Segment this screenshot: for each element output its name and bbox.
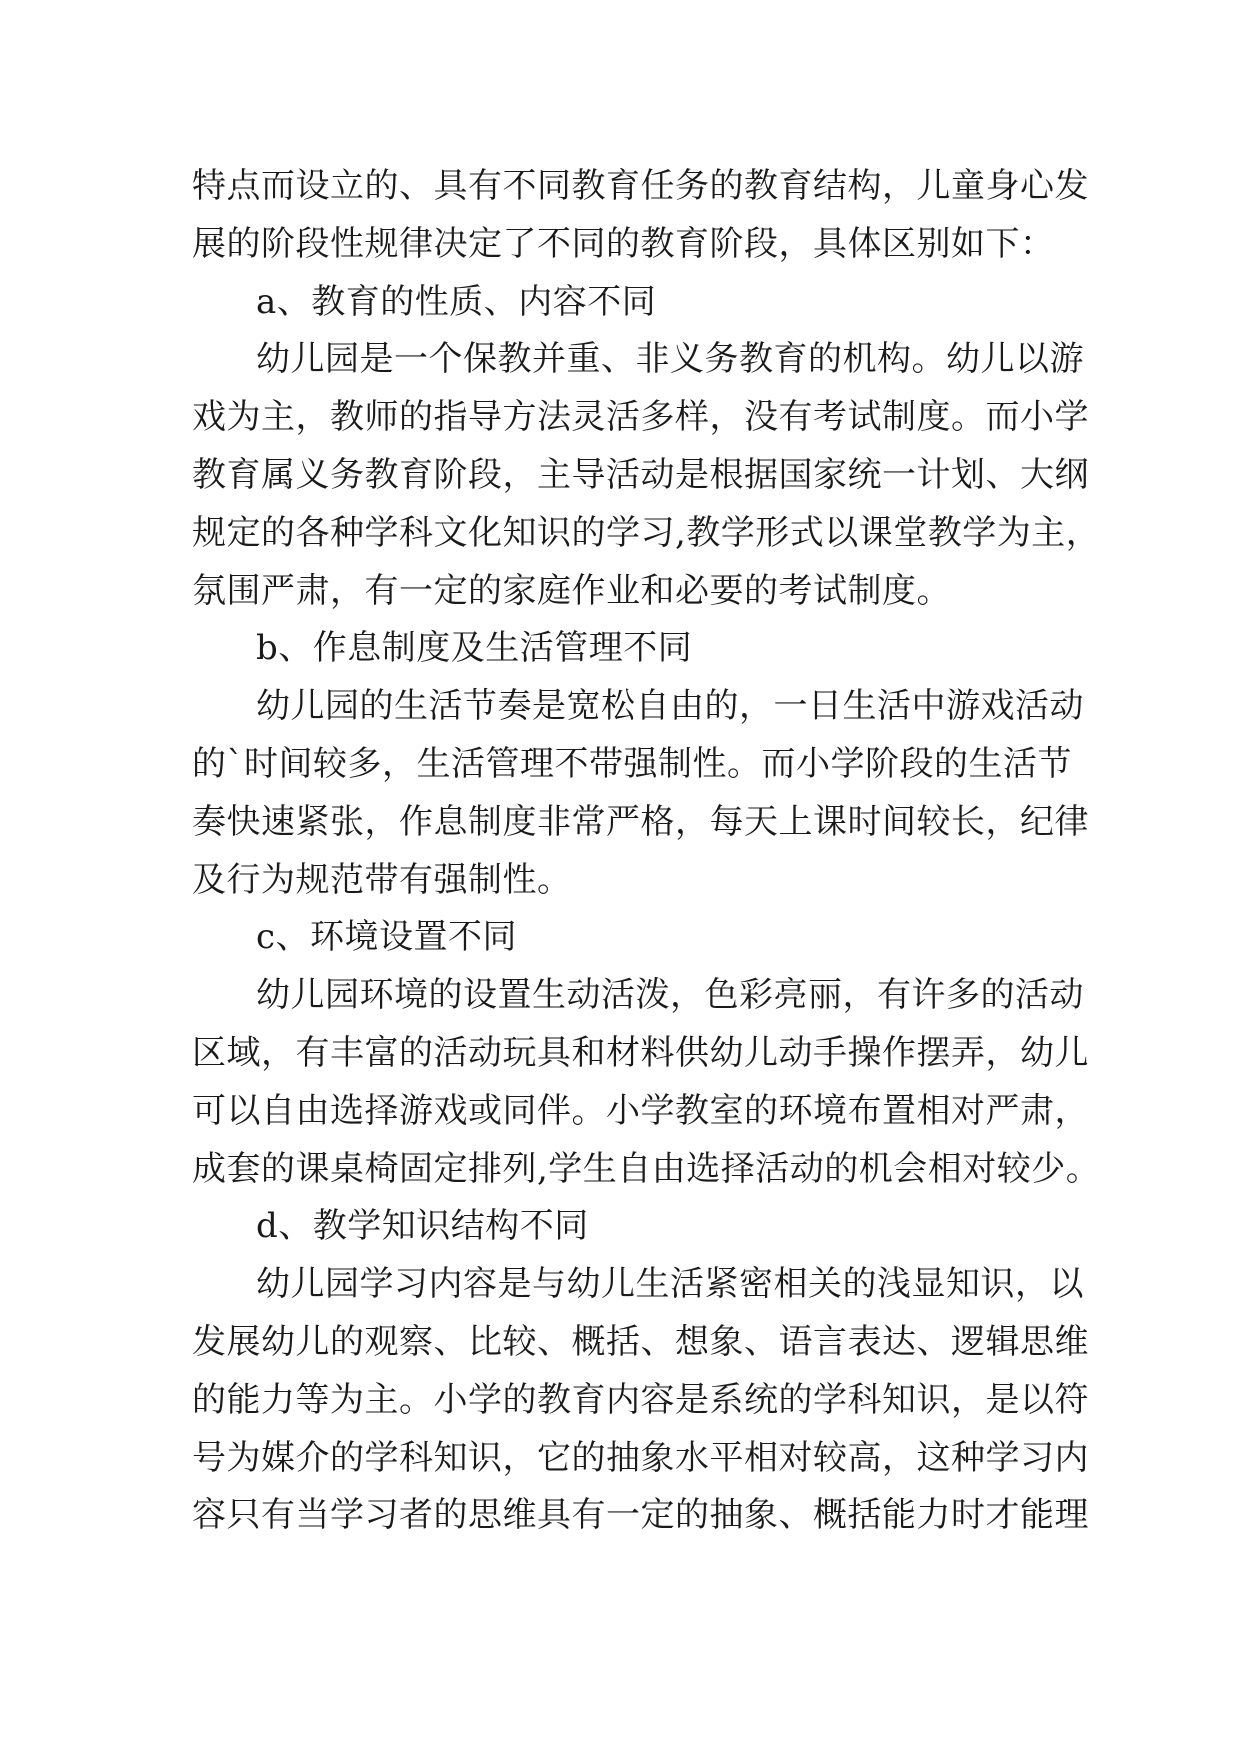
paragraph-line: 号为媒介的学科知识，它的抽象水平相对较高，这种学习内 <box>192 1437 1089 1478</box>
paragraph-line: 氛围严肃，有一定的家庭作业和必要的考试制度。 <box>192 570 951 611</box>
paragraph-line: 幼儿园是一个保教并重、非义务教育的机构。幼儿以游 <box>256 339 1084 380</box>
paragraph-line: 展的阶段性规律决定了不同的教育阶段，具体区别如下： <box>192 223 1055 264</box>
section-heading-d: d、教学知识结构不同 <box>256 1206 589 1247</box>
paragraph-line: 的`时间较多，生活管理不带强制性。而小学阶段的生活节 <box>192 743 1072 784</box>
paragraph-line: 的能力等为主。小学的教育内容是系统的学科知识，是以符 <box>192 1379 1089 1420</box>
paragraph-line: 戏为主，教师的指导方法灵活多样，没有考试制度。而小学 <box>192 397 1089 438</box>
paragraph-line: 及行为规范带有强制性。 <box>192 859 572 900</box>
paragraph-line: 幼儿园的生活节奏是宽松自由的，一日生活中游戏活动 <box>256 686 1084 727</box>
paragraph-line: 幼儿园环境的设置生动活泼，色彩亮丽，有许多的活动 <box>256 975 1084 1016</box>
section-heading-b: b、作息制度及生活管理不同 <box>256 628 693 669</box>
section-heading-c: c、环境设置不同 <box>256 917 518 958</box>
paragraph-line: 成套的课桌椅固定排列,学生自由选择活动的机会相对较少。 <box>192 1148 1101 1189</box>
section-heading-a: a、教育的性质、内容不同 <box>256 281 657 322</box>
paragraph-line: 容只有当学习者的思维具有一定的抽象、概括能力时才能理 <box>192 1495 1089 1536</box>
paragraph-line: 幼儿园学习内容是与幼儿生活紧密相关的浅显知识，以 <box>256 1264 1084 1305</box>
paragraph-line: 奏快速紧张，作息制度非常严格，每天上课时间较长，纪律 <box>192 801 1089 842</box>
paragraph-line: 发展幼儿的观察、比较、概括、想象、语言表达、逻辑思维 <box>192 1321 1089 1362</box>
paragraph-line: 区域，有丰富的活动玩具和材料供幼儿动手操作摆弄，幼儿 <box>192 1032 1089 1073</box>
document-body <box>192 158 1101 1545</box>
paragraph-line: 可以自由选择游戏或同伴。小学教室的环境布置相对严肃， <box>192 1090 1089 1131</box>
paragraph-line: 规定的各种学科文化知识的学习,教学形式以课堂教学为主， <box>192 512 1101 553</box>
paragraph-line: 教育属义务教育阶段，主导活动是根据国家统一计划、大纲 <box>192 454 1089 495</box>
paragraph-line: 特点而设立的、具有不同教育任务的教育结构，儿童身心发 <box>192 166 1089 206</box>
